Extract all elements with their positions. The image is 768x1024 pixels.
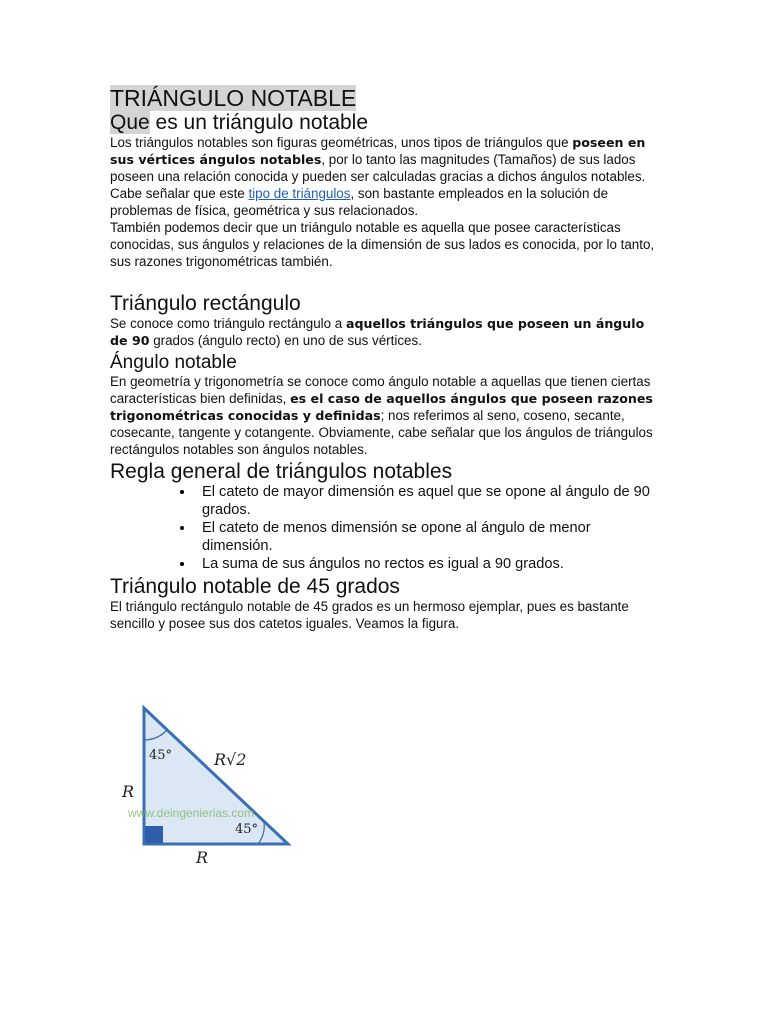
paragraph-also: También podemos decir que un triángulo notable es aquella que posee características conocidas, sus ángulos y relaciones de la dimensión de sus lados es conocida, por lo tanto, sus razones trigonométricas también. (110, 220, 655, 269)
triangle-45-figure (118, 696, 298, 871)
section-heading-45-grados: Triángulo notable de 45 grados (110, 575, 400, 598)
triangle-shape (144, 708, 288, 844)
link-tipo-de-triangulos[interactable]: tipo de triángulos (248, 186, 351, 201)
hypotenuse-label: R√2 (214, 750, 247, 769)
list-item: El cateto de menos dimensión se opone al ángulo de menor dimensión. (202, 519, 662, 555)
document-page (110, 86, 662, 632)
section-heading-rectangulo: Triángulo rectángulo (110, 292, 301, 315)
section-heading-que-es: Que es un triángulo notable (110, 111, 369, 134)
right-angle-marker (145, 826, 163, 843)
section-heading-angulo-notable: Ángulo notable (110, 352, 237, 373)
list-item: La suma de sus ángulos no rectos es igual a 90 grados. (202, 555, 662, 573)
document-title: TRIÁNGULO NOTABLE (110, 85, 357, 111)
angle-label-bottom: 45° (235, 822, 259, 837)
list-item: El cateto de mayor dimensión es aquel que se opone al ángulo de 90 grados. (202, 483, 662, 519)
paragraph-intro: Los triángulos notables son figuras geométricas, unos tipos de triángulos que poseen en sus vértices ángulos notables, por lo tanto las magnitudes (Tamaños) de sus lados poseen una relación conocida y pueden ser calculadas gracias a dichos ángulos notables. Cabe señalar que este tipo de triángulos, son bastante empleados en la solución de problemas de física, geométrica y sus relacionados. (110, 135, 646, 218)
angle-label-top: 45° (149, 748, 173, 763)
paragraph-rectangulo: Se conoce como triángulo rectángulo a aquellos triángulos que poseen un ángulo de 90 grados (ángulo recto) en uno de sus vértices. (110, 316, 645, 348)
triangle-diagram (118, 696, 298, 871)
leg-bottom-label: R (196, 848, 209, 867)
leg-left-label: R (122, 782, 135, 801)
paragraph-angulo-notable: En geometría y trigonometría se conoce como ángulo notable a aquellas que tienen ciertas características bien definidas, es el caso de aquellos ángulos que poseen razones trigonométricas conocidas y definidas; nos referimos al seno, coseno, secante, cosecante, tangente y cotangente. Obviamente, cabe señalar que los ángulos de triángulos rectángulos notables son ángulos notables. (110, 374, 653, 457)
watermark-logo: www.deingenierias.com (128, 806, 255, 820)
paragraph-45-grados: El triángulo rectángulo notable de 45 grados es un hermoso ejemplar, pues es bastante sencillo y posee sus dos catetos iguales. Veamos la figura. (110, 599, 629, 631)
rules-list (110, 483, 662, 573)
section-heading-regla-general: Regla general de triángulos notables (110, 460, 453, 483)
